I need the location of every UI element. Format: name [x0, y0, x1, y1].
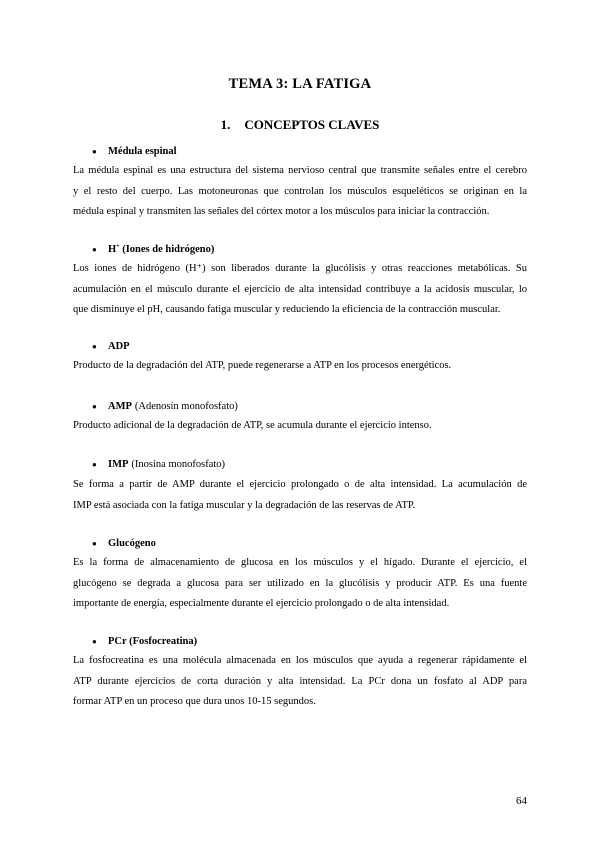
text-line: acumulación en el músculo durante el ejercicio de alta intensidad contribuye a la acidosis muscular, lo: [73, 283, 527, 295]
section-number: 1.: [220, 117, 231, 132]
term-suffix: (Iones de hidrógeno): [119, 244, 215, 255]
page-number: 64: [516, 795, 527, 807]
bullet-icon: ●: [92, 147, 97, 156]
term-name: IMP: [108, 459, 129, 470]
text-line: ATP durante ejercicios de corta duración y alta intensidad. La PCr dona un fosfato al ADP para: [73, 675, 527, 687]
definition-iones-hidrogeno: [73, 259, 527, 321]
text-line: que disminuye el pH, causando fatiga muscular y reduciendo la eficiencia de la contracción muscular.: [73, 304, 501, 315]
bullet-icon: ●: [92, 637, 97, 646]
term-superscript: +: [116, 243, 120, 250]
bullet-icon: ●: [92, 342, 97, 351]
term-glucogeno: [92, 538, 156, 549]
text-line: glucógeno se degrada a glucosa para ser utilizado en la glucólisis y producir ATP. Es una fuente: [73, 577, 527, 589]
text-line: médula espinal y transmiten las señales del córtex motor a los músculos para iniciar la contracción.: [73, 206, 490, 217]
text-line: La médula espinal es una estructura del sistema nervioso central que transmite señales entre el cerebro: [73, 165, 527, 176]
definition-adp: [73, 356, 527, 377]
term-name: PCr (Fosfocreatina): [108, 636, 198, 647]
term-note: (Inosina monofosfato): [131, 459, 226, 470]
text-line: Producto de la degradación del ATP, puede regenerarse a ATP en los procesos energéticos.: [73, 360, 452, 371]
text-line: importante de energía, especialmente durante el ejercicio prolongado o de alta intensidad.: [73, 598, 450, 609]
text-line: La fosfocreatina es una molécula almacenada en los músculos que ayuda a regenerar rápidamente el: [73, 655, 527, 666]
definition-medula-espinal: [73, 161, 527, 223]
text-line: IMP está asociada con la fatiga muscular y la degradación de las reservas de ATP.: [73, 499, 416, 511]
definition-glucogeno: [73, 553, 527, 615]
definition-pcr: [73, 651, 527, 713]
term-adp: [92, 341, 130, 352]
section-label: CONCEPTOS CLAVES: [244, 117, 380, 132]
term-name: ADP: [108, 341, 130, 352]
term-name: AMP: [108, 401, 132, 412]
bullet-icon: ●: [92, 402, 97, 411]
text-line: Los iones de hidrógeno (H⁺) son liberados durante la glucólisis y otras reacciones metabólicas. Su: [73, 263, 527, 274]
term-imp: [92, 459, 225, 470]
text-line: formar ATP en un proceso que dura unos 10-15 segundos.: [73, 696, 316, 707]
text-line: Producto adicional de la degradación de ATP, se acumula durante el ejercicio intenso.: [73, 420, 432, 431]
term-note: (Adenosín monofosfato): [134, 401, 238, 412]
term-medula-espinal: [92, 146, 177, 157]
term-pcr: [92, 636, 197, 647]
bullet-icon: ●: [92, 460, 97, 469]
term-iones-hidrogeno: [92, 244, 214, 255]
term-amp: [92, 401, 238, 412]
text-line: Se forma a partir de AMP durante el ejercicio prolongado o de alta intensidad. La acumulación de: [73, 479, 527, 490]
section-heading: [0, 117, 600, 133]
definition-amp: [73, 416, 527, 437]
term-prefix: H: [108, 244, 117, 255]
term-name: Glucógeno: [108, 538, 156, 549]
page-title: TEMA 3: LA FATIGA: [228, 76, 372, 92]
bullet-icon: ●: [92, 245, 97, 254]
definition-imp: [73, 475, 527, 516]
term-name: [108, 244, 214, 255]
text-line: y el resto del cuerpo. Las motoneuronas que controlan los músculos esqueléticos se originan en la: [73, 185, 527, 197]
text-line: Es la forma de almacenamiento de glucosa en los músculos y el hígado. Durante el ejercicio, el: [73, 557, 527, 568]
term-name: Médula espinal: [108, 146, 177, 157]
bullet-icon: ●: [92, 539, 97, 548]
